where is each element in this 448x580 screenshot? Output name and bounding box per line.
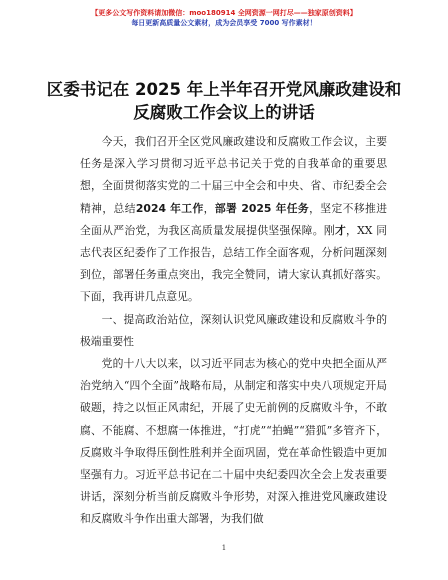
page-number: 1 [221, 544, 227, 552]
title-line-2: 反腐败工作会议上的讲话 [133, 103, 315, 122]
intro-bold-2025: 部署 2025 年任务 [214, 201, 310, 215]
document-body [80, 131, 387, 531]
document-title [40, 78, 408, 124]
intro-bold-2024: 2024 年工作 [135, 201, 204, 215]
promo-banner-line2: 每日更新高质量公文素材，成为会员享受 7000 写作素材！ [131, 19, 317, 27]
paragraph-2: 党的十八大以来，以习近平同志为核心的党中央把全面从严治党纳入“四个全面”战略布局，从制定和落实中央八项规定开局破题，持之以恒正风肃纪，开展了史无前例的反腐败斗争，不敢腐、不能腐、不想腐一体推进，“打虎”“拍蝇”“猎狐”多管齐下，反腐败斗争取得压倒性胜利并全面巩固，党在革命性锻造中更加坚强有力。习近平总书记在二十届中央纪委四次全会上发表重要讲话，深刻分析当前反腐败斗争形势，对深入推进党风廉政建设和反腐败斗争作出重大部署，为我们做 [80, 357, 387, 526]
intro-bold-cai: 才 [334, 223, 347, 237]
intro-text-f: ，XX 同志代表区纪委作了工作报告，总结工作全面客观，分析问题深刻到位，部署任务重点突出，我完全赞同，请大家认真抓好落实。下面，我再讲几点意见。 [80, 223, 388, 304]
promo-banner-line1: 【更多公文写作资料请加微信：moo180914 全网资源一网打尽——独家原创资料】 [91, 9, 357, 17]
section-heading-1: 一、提高政治站位，深刻认识党风廉政建设和反腐败斗争的极端重要性 [80, 312, 387, 348]
promo-banner [0, 8, 448, 28]
intro-text-d: ，坚定不移推进全面从严治党，为我区高质量发展提供坚强保障。刚 [80, 201, 388, 237]
intro-text-a: 今天，我们召开全区党风廉政建设和反腐败工作会议，主要任务是深入学习贯彻习近平总书记关于党的自我革命的重要思想，全面贯彻落实党的二十届三中全会和中央、省、市纪委全会精神，总结 [80, 135, 387, 215]
title-line-1: 区委书记在 2025 年上半年召开党风廉政建设和 [46, 80, 402, 99]
intro-text-c: ， [203, 201, 215, 215]
paragraph-intro [80, 131, 387, 309]
